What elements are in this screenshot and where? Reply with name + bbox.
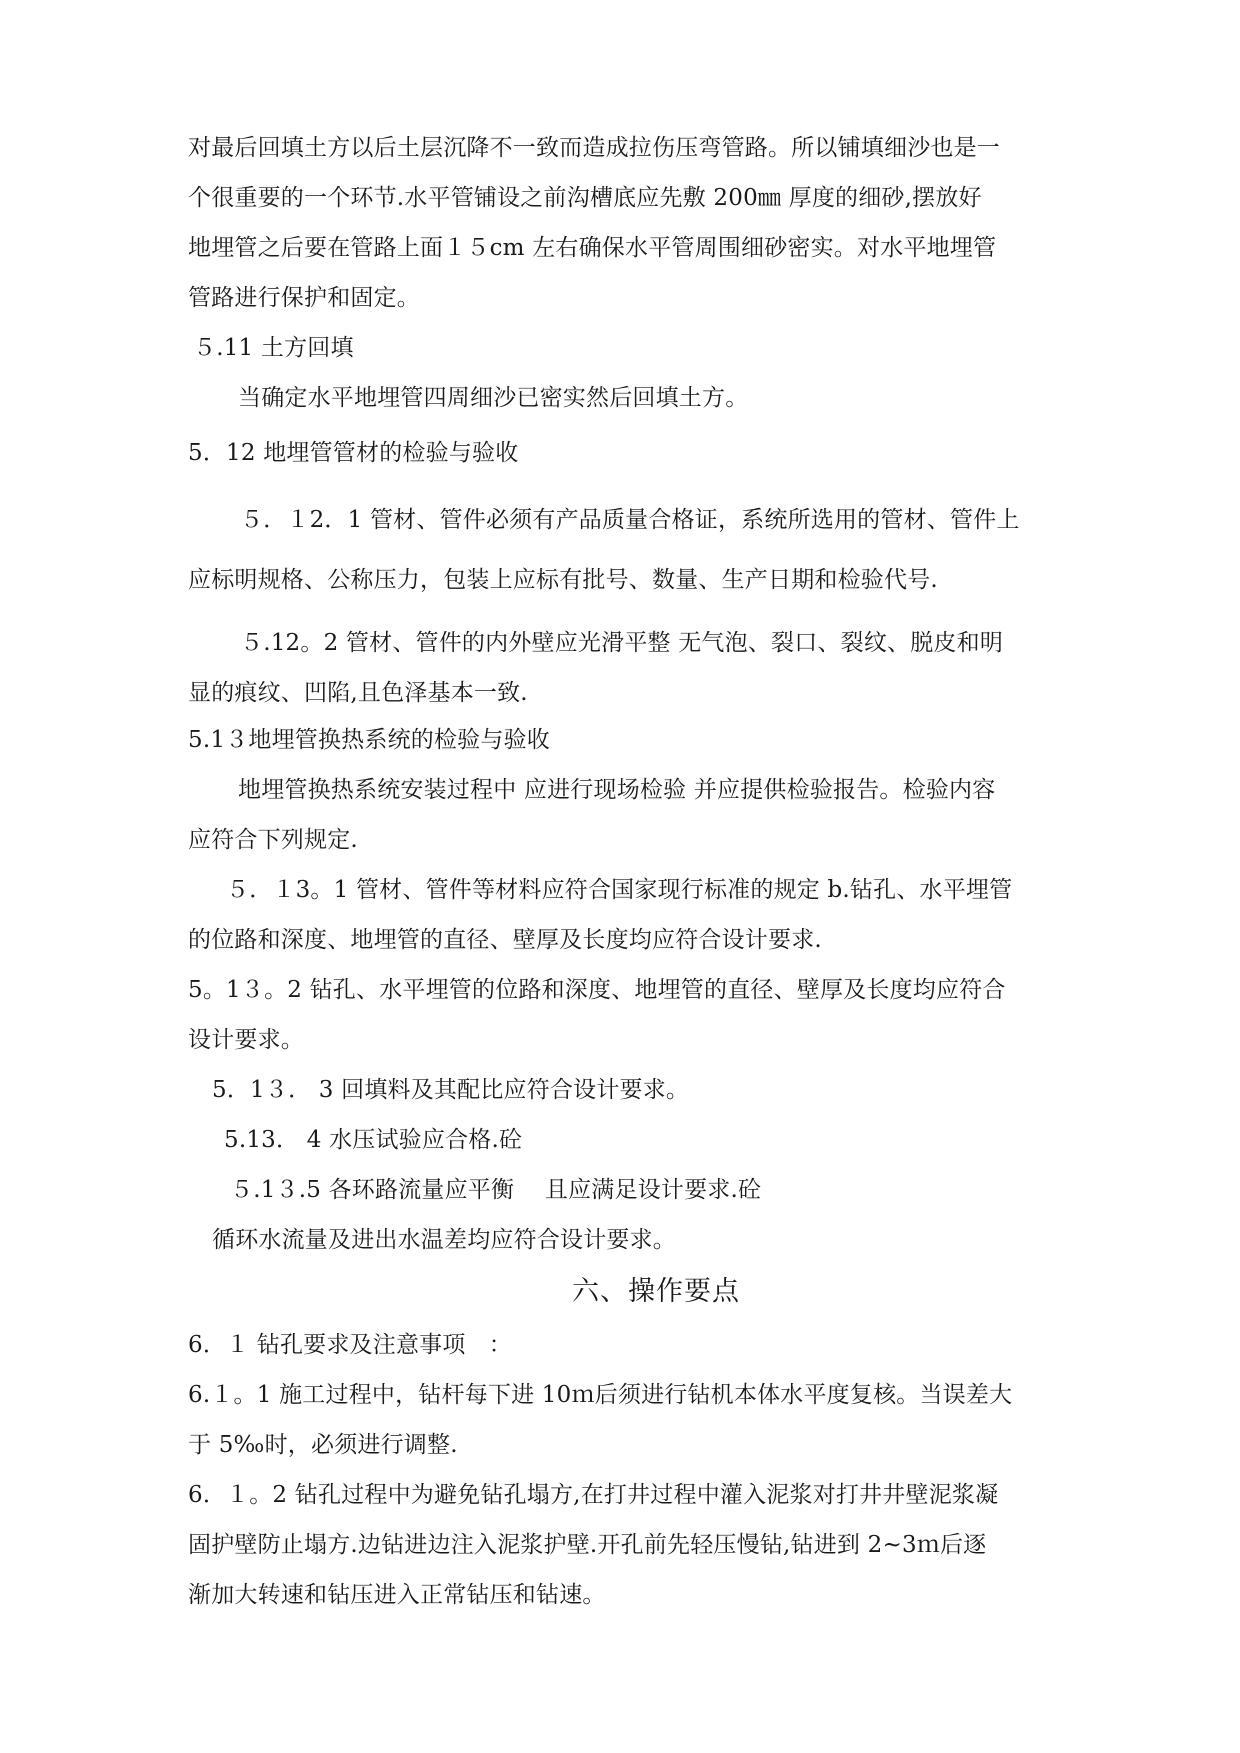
section-title-5-13: 5.1３地埋管换热系统的检验与验收 — [188, 727, 550, 753]
section-heading: 六、操作要点 — [572, 1276, 740, 1307]
paragraph-line: 地埋管换热系统安装过程中 应进行现场检验 并应提供检验报告。检验内容 — [238, 777, 996, 803]
paragraph-line: 5。1３。2 钻孔、水平埋管的位路和深度、地埋管的直径、壁厚及长度均应符合 — [188, 977, 1006, 1003]
paragraph-line: 显的痕纹、凹陷,且色泽基本一致. — [188, 680, 528, 706]
paragraph-line: 6.１。1 施工过程中，钻杆每下进 10ｍ后须进行钻机本体水平度复核。当误差大 — [188, 1382, 1013, 1408]
paragraph-line: ５．１2．1 管材、管件必须有产品质量合格证，系统所选用的管材、管件上 — [240, 507, 1020, 533]
paragraph-line: ５.12。2 管材、管件的内外壁应光滑平整 无气泡、裂口、裂纹、脱皮和明 — [240, 630, 1004, 656]
paragraph-line: 管路进行保护和固定。 — [188, 285, 420, 311]
section-title-5-11: ５.11 土方回填 — [193, 335, 354, 361]
paragraph-line: ５.1３.5 各环路流量应平衡 且应满足设计要求.砼 — [230, 1177, 762, 1203]
paragraph-line: ５．１3。1 管材、管件等材料应符合国家现行标准的规定 b.钻孔、水平埋管 — [226, 877, 1013, 903]
section-title-6-1: 6．１ 钻孔要求及注意事项 ： — [188, 1332, 512, 1358]
paragraph-line: 固护壁防止塌方.边钻进边注入泥浆护壁.开孔前先轻压慢钻,钻进到 2~3ｍ后逐 — [188, 1532, 987, 1558]
paragraph-line: 循环水流量及进出水温差均应符合设计要求。 — [212, 1227, 676, 1253]
paragraph-line: 地埋管之后要在管路上面１５cm 左右确保水平管周围细砂密实。对水平地埋管 — [188, 235, 997, 261]
paragraph-line: 当确定水平地埋管四周细沙已密实然后回填土方。 — [238, 385, 749, 411]
paragraph-line: 应符合下列规定. — [188, 827, 358, 853]
paragraph-line: 个很重要的一个环节.水平管铺设之前沟槽底应先敷 200㎜ 厚度的细砂,摆放好 — [188, 185, 982, 211]
section-title-5-12: 5．12 地埋管管材的检验与验收 — [188, 440, 519, 466]
paragraph-line: 于 5‰时，必须进行调整. — [188, 1432, 458, 1458]
paragraph-line: 应标明规格、公称压力，包装上应标有批号、数量、生产日期和检验代号. — [188, 567, 938, 593]
paragraph-line: 5.13． 4 水压试验应合格.砼 — [224, 1127, 523, 1153]
paragraph-line: 对最后回填土方以后土层沉降不一致而造成拉伤压弯管路。所以铺填细沙也是一 — [188, 135, 1000, 161]
paragraph-line: 的位路和深度、地埋管的直径、壁厚及长度均应符合设计要求. — [188, 927, 822, 953]
paragraph-line: 渐加大转速和钻压进入正常钻压和钻速。 — [188, 1582, 606, 1608]
paragraph-line: 6．１。2 钻孔过程中为避免钻孔塌方,在打井过程中灌入泥浆对打井井壁泥浆凝 — [188, 1482, 999, 1508]
paragraph-line: 5．1３． 3 回填料及其配比应符合设计要求。 — [212, 1077, 690, 1103]
paragraph-line: 设计要求。 — [188, 1027, 304, 1053]
